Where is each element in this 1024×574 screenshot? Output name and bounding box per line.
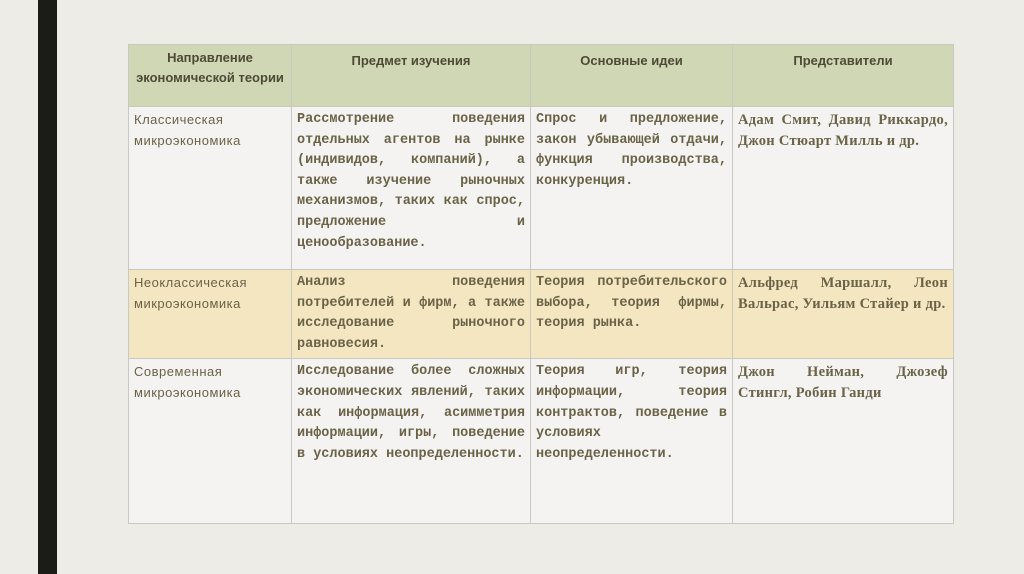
cell-subject: Исследование более сложных экономических явлений, таких как информация, асимметрия информации, игры, поведение в условиях неопределенности. [292, 359, 531, 524]
cell-representatives: Адам Смит, Давид Риккардо, Джон Стюарт Милль и др. [733, 107, 954, 270]
cell-ideas: Спрос и предложение, закон убывающей отдачи, функция производства, конкуренция. [531, 107, 733, 270]
table-row [129, 107, 954, 270]
comparison-table-container [128, 44, 953, 524]
table-header-row [129, 45, 954, 107]
cell-representatives: Альфред Маршалл, Леон Вальрас, Уильям Стайер и др. [733, 270, 954, 359]
header-direction: Направление экономической теории [129, 45, 292, 107]
header-representatives: Представители [733, 45, 954, 107]
cell-ideas: Теория потребительского выбора, теория фирмы, теория рынка. [531, 270, 733, 359]
table-row [129, 359, 954, 524]
cell-direction: Современная микроэкономика [129, 359, 292, 524]
microeconomics-comparison-table [128, 44, 954, 524]
cell-direction: Неоклассическая микроэкономика [129, 270, 292, 359]
cell-direction: Классическая микроэкономика [129, 107, 292, 270]
cell-ideas: Теория игр, теория информации, теория контрактов, поведение в условиях неопределенности. [531, 359, 733, 524]
header-ideas: Основные идеи [531, 45, 733, 107]
slide-left-accent-bar [38, 0, 57, 574]
cell-representatives: Джон Нейман, Джозеф Стингл, Робин Ганди [733, 359, 954, 524]
header-subject: Предмет изучения [292, 45, 531, 107]
table-row [129, 270, 954, 359]
cell-subject: Рассмотрение поведения отдельных агентов на рынке (индивидов, компаний), а также изучение рыночных механизмов, таких как спрос, предложение и ценообразование. [292, 107, 531, 270]
cell-subject: Анализ поведения потребителей и фирм, а также исследование рыночного равновесия. [292, 270, 531, 359]
